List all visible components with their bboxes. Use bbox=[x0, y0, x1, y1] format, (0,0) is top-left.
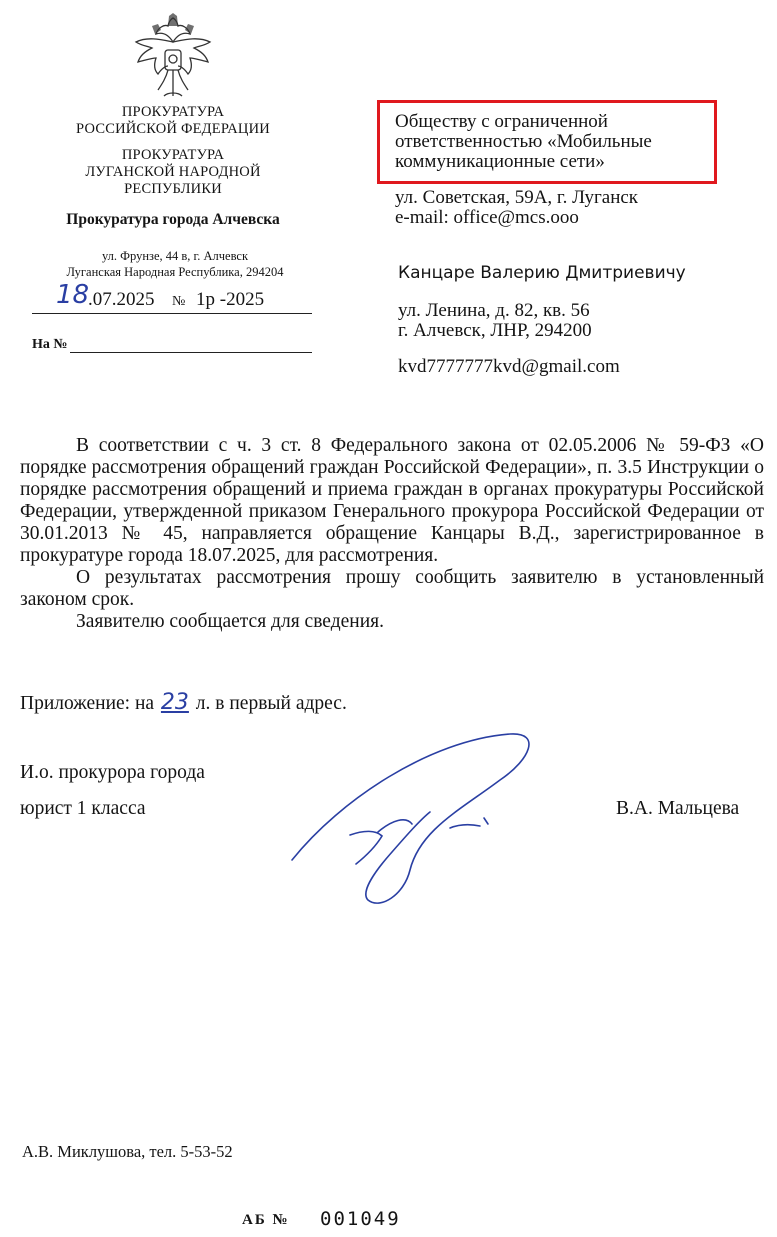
outgoing-date: .07.2025 bbox=[88, 289, 155, 310]
sender-org-line: ЛУГАНСКОЙ НАРОДНОЙ bbox=[85, 164, 261, 180]
signer-name: В.А. Мальцева bbox=[616, 798, 740, 819]
attachment-line bbox=[20, 692, 620, 715]
recipient-company-line: Обществу с ограниченной bbox=[395, 111, 608, 132]
signer-position-line-2: юрист 1 класса bbox=[20, 798, 146, 819]
sender-address-line: Луганская Народная Республика, 294204 bbox=[66, 265, 284, 279]
outgoing-number: 1р -2025 bbox=[196, 289, 265, 310]
reply-to-label: На № bbox=[32, 337, 68, 352]
outgoing-number-label: № bbox=[172, 294, 186, 309]
coat-of-arms-emblem-icon bbox=[128, 12, 218, 102]
body-paragraph-3: Заявителю сообщается для сведения. bbox=[76, 611, 384, 632]
body-paragraph-1: В соответствии с ч. 3 ст. 8 Федерального закона от 02.05.2006 № 59-ФЗ «О порядке рассмотрения обращений граждан Российской Федерации», п. 3.5 Инструкции о порядке рассмотрения обращений и приема граждан в органах прокуратуры Российской Федерации, утвержденной приказом Генерального прокурора Российской Федерации от 30.01.2013 № 45, направляется обращение Канцары В.Д., зарегистрированное в прокуратуре города 18.07.2025, для рассмотрения. bbox=[20, 435, 764, 566]
recipient-company-address: ул. Советская, 59А, г. Луганск bbox=[395, 187, 639, 208]
handwritten-signature-icon bbox=[280, 720, 540, 920]
signer-position-line-1: И.о. прокурора города bbox=[20, 762, 205, 783]
sender-org-line: РОССИЙСКОЙ ФЕДЕРАЦИИ bbox=[76, 121, 270, 137]
form-series-label: АБ № bbox=[242, 1212, 290, 1228]
recipient-company-line: коммуникационные сети» bbox=[395, 151, 605, 172]
sender-address-line: ул. Фрунзе, 44 в, г. Алчевск bbox=[101, 249, 249, 263]
sender-org-line: ПРОКУРАТУРА bbox=[121, 104, 225, 120]
attachment-prefix: Приложение: на bbox=[20, 693, 155, 714]
sender-office-name: Прокуратура города Алчевска bbox=[66, 211, 280, 228]
form-serial-number: 001049 bbox=[320, 1208, 401, 1230]
recipient-person-name: Канцаре Валерию Дмитриевичу bbox=[398, 263, 686, 283]
recipient-company-line: ответственностью «Мобильные bbox=[395, 131, 652, 152]
outgoing-day-handwritten: 18 bbox=[56, 280, 90, 310]
body-paragraph-2: О результатах рассмотрения прошу сообщить заявителю в установленный законом срок. bbox=[20, 567, 764, 610]
sender-org-line: РЕСПУБЛИКИ bbox=[124, 181, 222, 197]
reply-to-underline bbox=[70, 352, 312, 353]
recipient-person-address: ул. Ленина, д. 82, кв. 56 bbox=[398, 300, 590, 321]
attachment-suffix: л. в первый адрес. bbox=[195, 693, 347, 714]
attachment-pages-handwritten: 23 bbox=[160, 690, 189, 715]
outgoing-underline bbox=[32, 313, 312, 314]
sender-org-line: ПРОКУРАТУРА bbox=[121, 147, 225, 163]
recipient-company-email: e-mail: office@mcs.ooo bbox=[395, 207, 579, 228]
executor-contact: А.В. Миклушова, тел. 5-53-52 bbox=[22, 1142, 233, 1161]
recipient-person-email: kvd7777777kvd@gmail.com bbox=[398, 356, 620, 377]
recipient-person-address: г. Алчевск, ЛНР, 294200 bbox=[398, 320, 592, 341]
